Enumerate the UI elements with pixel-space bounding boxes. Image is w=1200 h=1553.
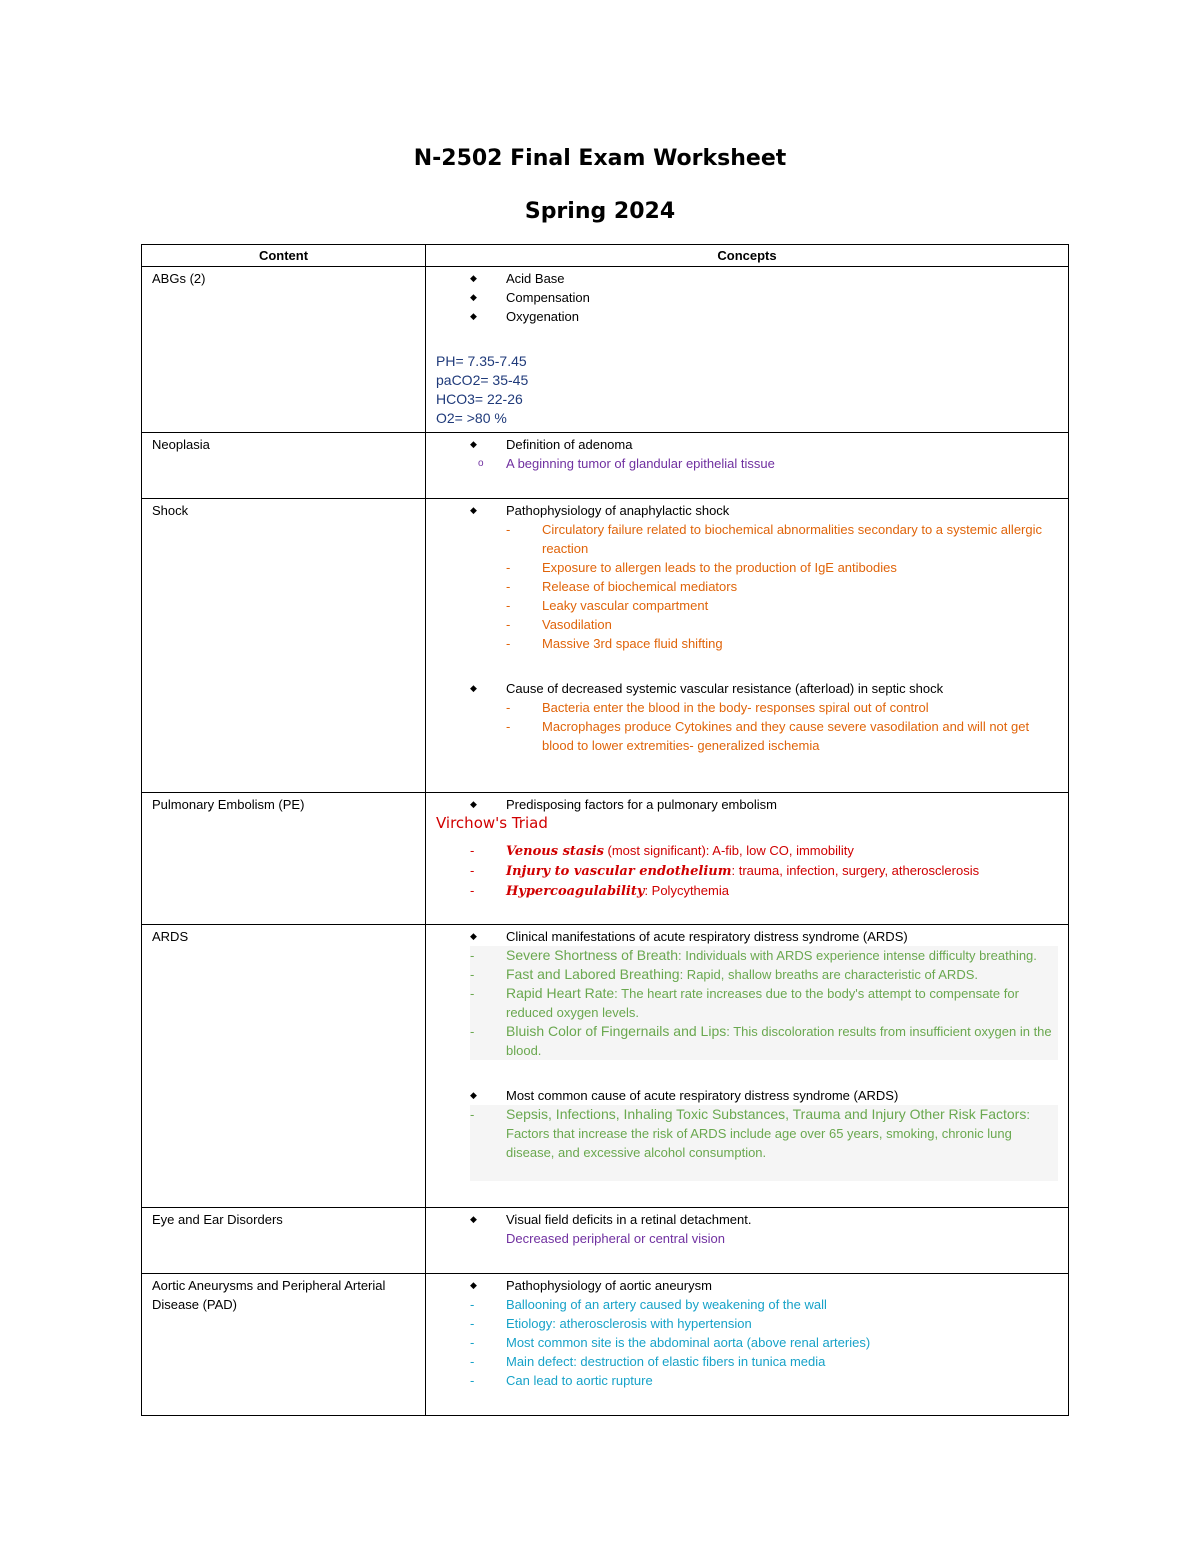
- sub-item: - Hypercoagulability: Polycythemia: [470, 883, 729, 899]
- document-title: N-2502 Final Exam Worksheet: [413, 146, 787, 171]
- concepts-cell: [426, 499, 1069, 793]
- sub-item: o A beginning tumor of glandular epithelial tissue: [478, 456, 775, 471]
- ards-causes: [470, 1105, 1058, 1181]
- circle-marker: o: [478, 458, 484, 469]
- list-item: ◆ Pathophysiology of anaphylactic shock: [436, 501, 1058, 520]
- abg-value: HCO3= 22-26: [436, 391, 523, 407]
- table-header-row: [142, 245, 1069, 267]
- sub-item: Decreased peripheral or central vision: [506, 1231, 725, 1246]
- concepts-cell: [426, 1274, 1069, 1416]
- concepts-cell: [426, 793, 1069, 925]
- list-item: ◆ Most common cause of acute respiratory distress syndrome (ARDS): [436, 1086, 1058, 1105]
- content-cell: Aortic Aneurysms and Peripheral Arterial Disease (PAD): [142, 1274, 426, 1416]
- list-item: ◆ Pathophysiology of aortic aneurysm: [436, 1276, 1058, 1295]
- list-item: ◆ Predisposing factors for a pulmonary embolism: [436, 795, 1058, 814]
- table-row-aortic: [142, 1274, 1069, 1416]
- sub-item: - Massive 3rd space fluid shifting: [506, 636, 723, 651]
- list-item: ◆ Cause of decreased systemic vascular resistance (afterload) in septic shock: [436, 679, 1058, 698]
- sub-item: - Bluish Color of Fingernails and Lips: This discoloration results from insufficient oxygen in the blood.: [470, 1023, 1052, 1058]
- abg-value: paCO2= 35-45: [436, 372, 529, 388]
- content-cell: ARDS: [142, 925, 426, 1208]
- sub-item: - Vasodilation: [506, 617, 612, 632]
- concepts-cell: [426, 433, 1069, 499]
- list-item: ◆ Clinical manifestations of acute respiratory distress syndrome (ARDS): [436, 927, 1058, 946]
- abg-value: PH= 7.35-7.45: [436, 353, 527, 369]
- sub-item: - Macrophages produce Cytokines and they cause severe vasodilation and will not get blood to lower extremities- generalized ischemia: [506, 719, 1030, 753]
- sub-item: - Bacteria enter the blood in the body- responses spiral out of control: [506, 700, 929, 715]
- concepts-cell: [426, 925, 1069, 1208]
- sub-item: - Fast and Labored Breathing: Rapid, shallow breaths are characteristic of ARDS.: [470, 966, 978, 982]
- list-item: ◆ Visual field deficits in a retinal detachment.: [436, 1210, 1058, 1229]
- content-cell: Neoplasia: [142, 433, 426, 499]
- sub-item: - Etiology: atherosclerosis with hypertension: [470, 1316, 752, 1331]
- abg-value: O2= >80 %: [436, 410, 507, 426]
- content-cell: Shock: [142, 499, 426, 793]
- ards-manifestations: [470, 946, 1058, 1060]
- sub-item: - Venous stasis (most significant): A-fib, low CO, immobility: [470, 843, 854, 859]
- list-item: ◆ Oxygenation: [436, 307, 1058, 326]
- sub-item: - Can lead to aortic rupture: [470, 1373, 653, 1388]
- table-row-pe: [142, 793, 1069, 925]
- virchow-heading: Virchow's Triad: [436, 814, 548, 832]
- header-concepts: Concepts: [426, 245, 1069, 267]
- sub-item: - Sepsis, Infections, Inhaling Toxic Substances, Trauma and Injury Other Risk Factors: Factors that increase the risk of ARDS include age over 65 years, smoking, chronic lung disease, and excessive alcohol consumption.: [470, 1106, 1030, 1160]
- sub-item: - Circulatory failure related to biochemical abnormalities secondary to a systemic allergic reaction: [506, 522, 1042, 556]
- table-row-abgs: [142, 267, 1069, 433]
- worksheet-table: [141, 244, 1069, 1416]
- sub-item: - Injury to vascular endothelium: trauma, infection, surgery, atherosclerosis: [470, 863, 980, 879]
- concepts-cell: [426, 1208, 1069, 1274]
- header-content: Content: [142, 245, 426, 267]
- table-row-eye: [142, 1208, 1069, 1274]
- sub-item: - Ballooning of an artery caused by weakening of the wall: [470, 1297, 827, 1312]
- table-row-shock: [142, 499, 1069, 793]
- sub-item: - Rapid Heart Rate: The heart rate increases due to the body's attempt to compensate for reduced oxygen levels.: [470, 985, 1019, 1020]
- concepts-cell: [426, 267, 1069, 433]
- sub-item: - Leaky vascular compartment: [506, 598, 709, 613]
- table-row-neoplasia: [142, 433, 1069, 499]
- sub-item: - Main defect: destruction of elastic fibers in tunica media: [470, 1354, 826, 1369]
- sub-item: - Release of biochemical mediators: [506, 579, 738, 594]
- list-item: ◆ Definition of adenoma: [436, 435, 1058, 454]
- content-cell: Pulmonary Embolism (PE): [142, 793, 426, 925]
- sub-item: - Most common site is the abdominal aorta (above renal arteries): [470, 1335, 871, 1350]
- document-subtitle: Spring 2024: [524, 199, 676, 224]
- table-row-ards: [142, 925, 1069, 1208]
- list-item: ◆ Compensation: [436, 288, 1058, 307]
- content-cell: Eye and Ear Disorders: [142, 1208, 426, 1274]
- list-item: ◆ Acid Base: [436, 269, 1058, 288]
- sub-item: - Exposure to allergen leads to the production of IgE antibodies: [506, 560, 897, 575]
- sub-item: - Severe Shortness of Breath: Individuals with ARDS experience intense difficulty breathing.: [470, 947, 1037, 963]
- content-cell: ABGs (2): [142, 267, 426, 433]
